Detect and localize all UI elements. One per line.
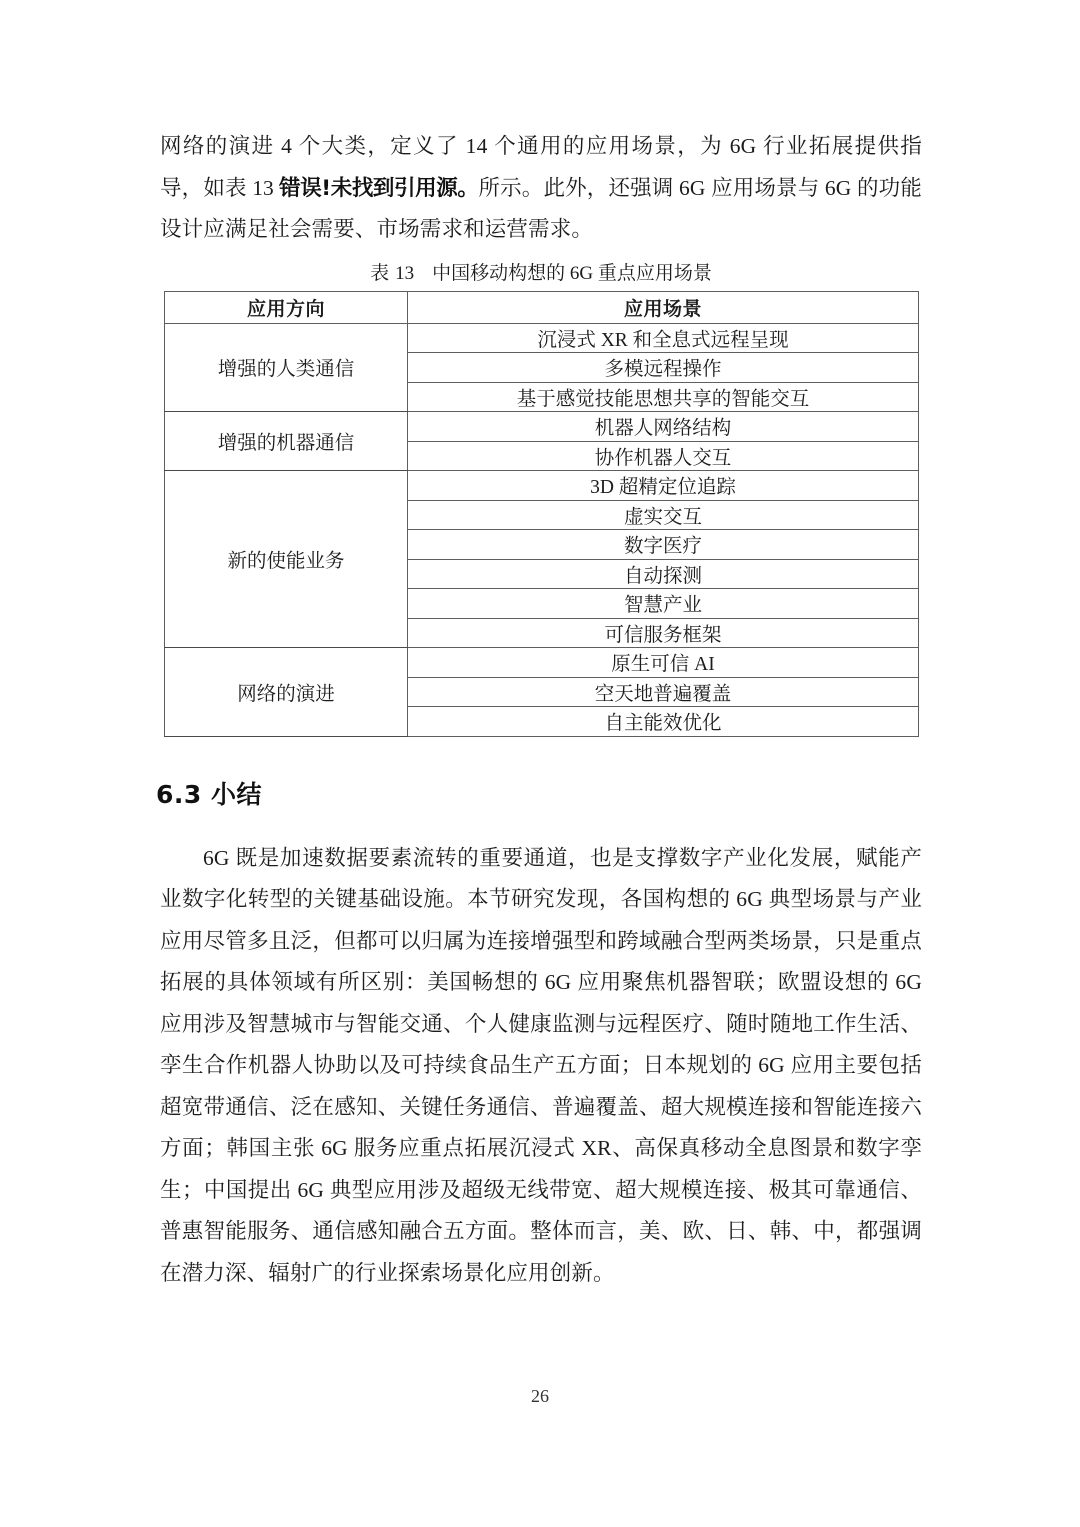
scenario-cell: 协作机器人交互 bbox=[408, 441, 919, 471]
summary-paragraph: 6G 既是加速数据要素流转的重要通道，也是支撑数字产业化发展，赋能产业数字化转型的关键基础设施。本节研究发现，各国构想的 6G 典型场景与产业应用尽管多且泛，但都可以归属为连接增强型和跨域融合型两类场景，只是重点拓展的具体领域有所区别：美国畅想的 6G 应用聚焦机器智联；欧盟设想的 6G 应用涉及智慧城市与智能交通、个人健康监测与远程医疗、随时随地工作生活、孪生合作机器人协助以及可持续食品生产五方面；日本规划的 6G 应用主要包括超宽带通信、泛在感知、关键任务通信、普遍覆盖、超大规模连接和智能连接六方面；韩国主张 6G 服务应重点拓展沉浸式 XR、高保真移动全息图景和数字孪生；中国提出 6G 典型应用涉及超级无线带宽、超大规模连接、极其可靠通信、普惠智能服务、通信感知融合五方面。整体而言，美、欧、日、韩、中，都强调在潜力深、辐射广的行业探索场景化应用创新。 bbox=[160, 845, 922, 1285]
table-row bbox=[165, 648, 919, 678]
section-heading: 6.3 小结 bbox=[156, 779, 262, 809]
intro-text-part-1: 网络的演进 4 个大类，定义了 14 个通用的应用场景，为 6G 行业拓展提供指导，如表 bbox=[160, 134, 922, 200]
scenario-cell: 多模远程操作 bbox=[408, 353, 919, 383]
scenario-cell: 机器人网络结构 bbox=[408, 412, 919, 442]
page-number: 26 bbox=[531, 1386, 549, 1406]
intro-paragraph bbox=[160, 126, 922, 251]
table-reference-number: 13 bbox=[252, 175, 280, 200]
table-row bbox=[165, 323, 919, 353]
direction-cell: 网络的演进 bbox=[165, 648, 408, 737]
intro-text-part-2: 所示。此外，还强调 6G 应用场景与 6G 的功能设计应满足社会需要、市场需求和运营需求。 bbox=[160, 175, 922, 241]
direction-cell: 增强的人类通信 bbox=[165, 323, 408, 412]
scenario-cell: 基于感觉技能思想共享的智能交互 bbox=[408, 382, 919, 412]
table-caption bbox=[160, 261, 922, 287]
error-reference-text: 错误!未找到引用源。 bbox=[279, 175, 479, 201]
table-caption-number: 13 bbox=[395, 262, 415, 284]
table-caption-text: 中国移动构想的 6G 重点应用场景 bbox=[432, 262, 712, 284]
scenario-cell: 虚实交互 bbox=[408, 500, 919, 530]
scenario-cell: 3D 超精定位追踪 bbox=[408, 471, 919, 501]
scenario-cell: 数字医疗 bbox=[408, 530, 919, 560]
scenario-cell: 自主能效优化 bbox=[408, 707, 919, 737]
table-header-row bbox=[165, 291, 919, 323]
column-header-scenario: 应用场景 bbox=[408, 291, 919, 323]
scenario-cell: 智慧产业 bbox=[408, 589, 919, 619]
table-caption-label: 表 bbox=[370, 262, 390, 284]
table-row bbox=[165, 471, 919, 501]
direction-cell: 新的使能业务 bbox=[165, 471, 408, 648]
summary-paragraph-block bbox=[160, 838, 922, 1295]
scenario-cell: 原生可信 AI bbox=[408, 648, 919, 678]
scenario-cell: 自动探测 bbox=[408, 559, 919, 589]
page-content bbox=[156, 126, 922, 1294]
scenario-cell: 可信服务框架 bbox=[408, 618, 919, 648]
direction-cell: 增强的机器通信 bbox=[165, 412, 408, 471]
scenario-cell: 沉浸式 XR 和全息式远程呈现 bbox=[408, 323, 919, 353]
table-row bbox=[165, 412, 919, 442]
column-header-direction: 应用方向 bbox=[165, 291, 408, 323]
application-scenarios-table bbox=[164, 291, 919, 737]
scenario-cell: 空天地普遍覆盖 bbox=[408, 677, 919, 707]
